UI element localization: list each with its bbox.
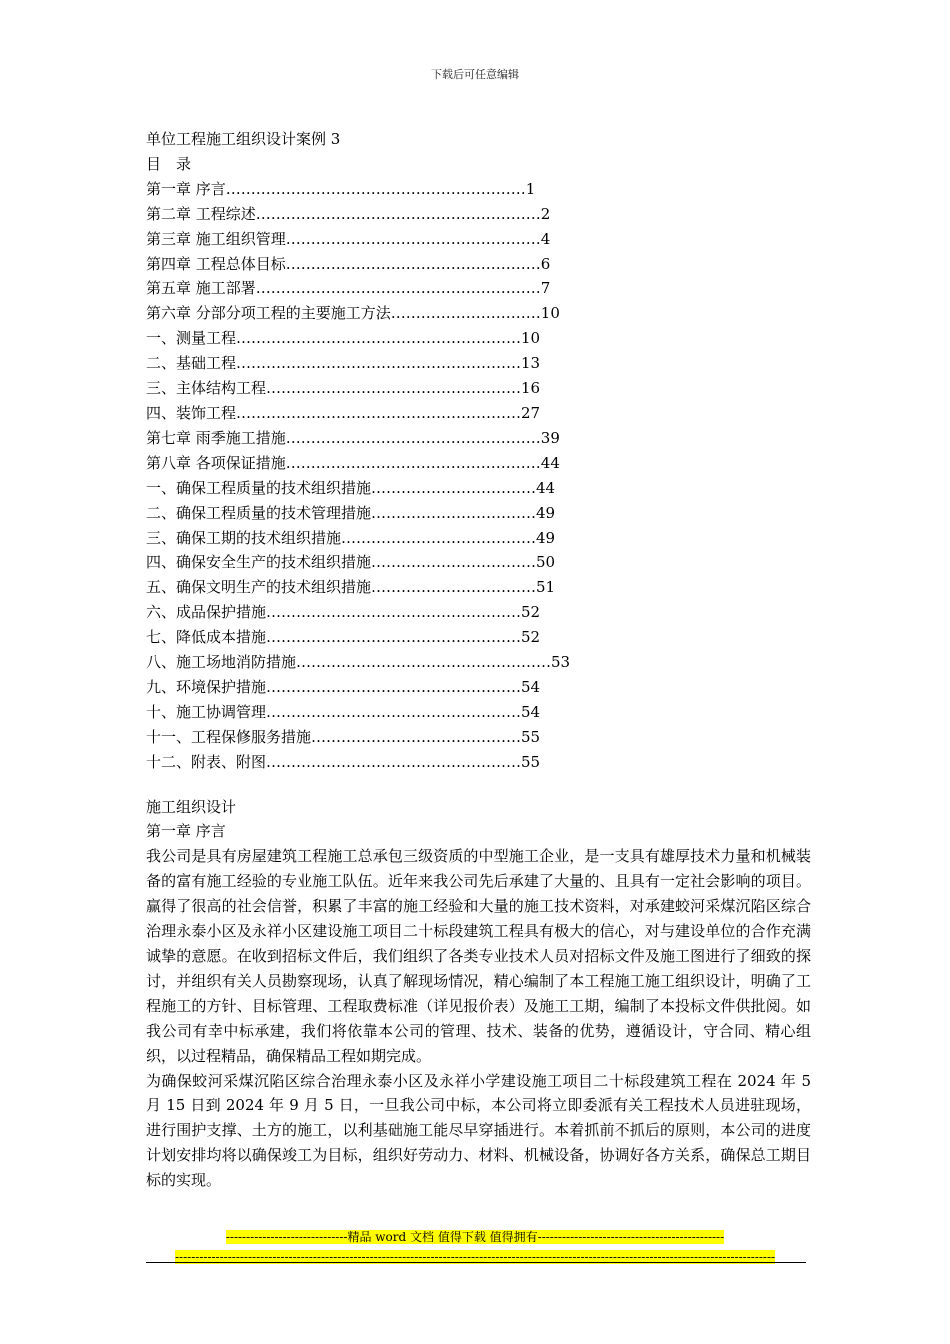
toc-entry bbox=[146, 401, 811, 426]
toc-entry-leader: …………………………… bbox=[371, 578, 537, 597]
toc-entry-page: 52 bbox=[521, 603, 541, 622]
toc-entry bbox=[146, 675, 811, 700]
toc-entry-label: 七、降低成本措施 bbox=[146, 628, 267, 647]
toc-entry-label: 第五章 施工部署 bbox=[146, 279, 256, 298]
toc-entry-page: 55 bbox=[521, 752, 541, 771]
toc-entry-leader: …………………………………………… bbox=[285, 453, 541, 472]
toc-entry-leader: …………………………………………… bbox=[266, 379, 522, 398]
paragraph-2: 为确保蛟河采煤沉陷区综合治理永泰小区及永祥小学建设施工项目二十标段建筑工程在 2024 年 5 月 15 日到 2024 年 9 月 5 日，一旦我公司中标，本公司将立即委派有关工程技术人员进驻现场，进行围护支撑、土方的施工，以利基础施工能尽早穿插进行。本着抓前不抓后的原则，本公司的进度计划安排均将以确保竣工为目标，组织好劳动力、材料、机械设备，协调好各方关系，确保总工期目标的实现。 bbox=[146, 1071, 811, 1190]
toc-entry-leader: ………………………………………………… bbox=[255, 279, 541, 298]
toc-entry-label: 十一、工程保修服务措施 bbox=[146, 727, 312, 746]
section-title: 施工组织设计 bbox=[146, 797, 237, 816]
toc-entry-label: 第二章 工程综述 bbox=[146, 204, 256, 223]
toc-entry bbox=[146, 202, 811, 227]
toc-entry-leader: …………………………………… bbox=[311, 727, 522, 746]
toc-entry-page: 44 bbox=[536, 478, 556, 497]
toc-entry-page: 50 bbox=[536, 553, 556, 572]
toc-entry-page: 7 bbox=[540, 279, 551, 298]
toc-entry-label: 第六章 分部分项工程的主要施工方法 bbox=[146, 304, 391, 323]
toc-entry-page: 54 bbox=[521, 702, 541, 721]
toc-entry-page: 13 bbox=[521, 354, 541, 373]
toc-entry-leader: …………………………………………………… bbox=[225, 179, 526, 198]
toc-entry-leader: …………………………………………… bbox=[285, 428, 541, 447]
toc-entry-page: 2 bbox=[540, 204, 551, 223]
toc-entry-label: 三、主体结构工程 bbox=[146, 379, 267, 398]
toc-entry bbox=[146, 650, 811, 675]
toc-entry-page: 53 bbox=[551, 653, 571, 672]
toc-entry bbox=[146, 227, 811, 252]
toc-entry-leader: …………………………………………… bbox=[266, 603, 522, 622]
toc-entry-label: 四、装饰工程 bbox=[146, 403, 237, 422]
toc-entry bbox=[146, 252, 811, 277]
toc-entry-leader: ………………………………………………… bbox=[236, 354, 522, 373]
toc-entry bbox=[146, 526, 811, 551]
toc-entry-page: 52 bbox=[521, 628, 541, 647]
toc-entry-page: 10 bbox=[521, 329, 541, 348]
toc-entry-leader: …………………………… bbox=[371, 503, 537, 522]
toc-entry-label: 二、确保工程质量的技术管理措施 bbox=[146, 503, 372, 522]
chapter-title: 第一章 序言 bbox=[146, 822, 226, 841]
toc-entry-page: 4 bbox=[540, 229, 551, 248]
toc-entry-label: 二、基础工程 bbox=[146, 354, 237, 373]
toc-entry bbox=[146, 276, 811, 301]
toc-entry-page: 49 bbox=[536, 503, 556, 522]
toc-entry-label: 九、环境保护措施 bbox=[146, 677, 267, 696]
toc-entry-label: 八、施工场地消防措施 bbox=[146, 653, 297, 672]
toc-entry-label: 三、确保工期的技术组织措施 bbox=[146, 528, 342, 547]
toc-entry-page: 10 bbox=[540, 304, 560, 323]
toc-entry-leader: …………………………………………… bbox=[266, 677, 522, 696]
toc-entry-page: 16 bbox=[521, 379, 541, 398]
toc-entry-label: 一、确保工程质量的技术组织措施 bbox=[146, 478, 372, 497]
toc-entry-page: 55 bbox=[521, 727, 541, 746]
toc-entry-label: 十、施工协调管理 bbox=[146, 702, 267, 721]
toc-entry-leader: ………………………………………………… bbox=[255, 204, 541, 223]
toc-entry-leader: ………………………………………………… bbox=[236, 403, 522, 422]
footer-rule bbox=[146, 1262, 806, 1263]
document-title: 单位工程施工组织设计案例 3 bbox=[146, 130, 341, 148]
toc-entry-page: 49 bbox=[536, 528, 556, 547]
toc-entry bbox=[146, 625, 811, 650]
toc-entry-leader: …………………………… bbox=[371, 553, 537, 572]
toc-entry-page: 51 bbox=[536, 578, 556, 597]
toc-entry bbox=[146, 301, 811, 326]
footer-banner bbox=[0, 1229, 950, 1269]
toc-entry-leader: …………………………… bbox=[371, 478, 537, 497]
toc-entry-page: 1 bbox=[525, 179, 536, 198]
toc-entry-leader: ………………………………………………… bbox=[236, 329, 522, 348]
toc-entry-leader: …………………………………………… bbox=[285, 229, 541, 248]
toc-entry bbox=[146, 351, 811, 376]
toc-entry-leader: ………………………………… bbox=[341, 528, 537, 547]
spacer bbox=[146, 775, 811, 795]
toc-entry-label: 十二、附表、附图 bbox=[146, 752, 267, 771]
toc-entry bbox=[146, 750, 811, 775]
toc-entry bbox=[146, 725, 811, 750]
footer-line-1: ------------------------------精品 word 文档 值得下载 值得拥有---------------------------------------------- bbox=[225, 1230, 725, 1244]
toc-entry bbox=[146, 501, 811, 526]
toc-entry bbox=[146, 575, 811, 600]
paragraph-1: 我公司是具有房屋建筑工程施工总承包三级资质的中型施工企业，是一支具有雄厚技术力量和机械装备的富有施工经验的专业施工队伍。近年来我公司先后承建了大量的、且具有一定社会影响的项目。赢得了很高的社会信誉，积累了丰富的施工经验和大量的施工技术资料，对承建蛟河采煤沉陷区综合治理永泰小区及永祥小区建设施工项目二十标段建筑工程具有极大的信心，对与建设单位的合作充满诚挚的意愿。在收到招标文件后，我们组织了各类专业技术人员对招标文件及施工图进行了细致的探讨，并组织有关人员勘察现场，认真了解现场情况，精心编制了本工程施工施工组织设计，明确了工程施工的方针、目标管理、工程取费标准（详见报价表）及施工工期，编制了本投标文件供批阅。如我公司有幸中标承建，我们将依靠本公司的管理、技术、装备的优势，遵循设计，守合同、精心组织，以过程精品，确保精品工程如期完成。 bbox=[146, 847, 811, 1065]
toc-entry-leader: …………………………………………… bbox=[266, 702, 522, 721]
toc-entry-label: 第一章 序言 bbox=[146, 179, 226, 198]
toc-heading: 目 录 bbox=[146, 154, 192, 173]
toc-entry-page: 54 bbox=[521, 677, 541, 696]
toc-entry bbox=[146, 177, 811, 202]
toc-entry bbox=[146, 600, 811, 625]
toc-entry-label: 第八章 各项保证措施 bbox=[146, 453, 286, 472]
toc-entry-page: 6 bbox=[540, 254, 551, 273]
toc-entry bbox=[146, 426, 811, 451]
header-note: 下载后可任意编辑 bbox=[431, 68, 519, 81]
toc-entry-leader: …………………………………………… bbox=[266, 628, 522, 647]
toc-entry bbox=[146, 376, 811, 401]
table-of-contents bbox=[146, 177, 811, 775]
document-body bbox=[146, 127, 811, 1193]
toc-entry-leader: …………………………………………… bbox=[266, 752, 522, 771]
toc-entry-page: 27 bbox=[521, 403, 541, 422]
toc-entry-label: 第三章 施工组织管理 bbox=[146, 229, 286, 248]
toc-entry-label: 四、确保安全生产的技术组织措施 bbox=[146, 553, 372, 572]
toc-entry-label: 一、测量工程 bbox=[146, 329, 237, 348]
toc-entry-leader: …………………………………………… bbox=[296, 653, 552, 672]
toc-entry-page: 39 bbox=[540, 428, 560, 447]
toc-entry-page: 44 bbox=[540, 453, 560, 472]
toc-entry bbox=[146, 451, 811, 476]
toc-entry bbox=[146, 326, 811, 351]
toc-entry-label: 第四章 工程总体目标 bbox=[146, 254, 286, 273]
toc-entry-leader: …………………………………………… bbox=[285, 254, 541, 273]
toc-entry-label: 五、确保文明生产的技术组织措施 bbox=[146, 578, 372, 597]
toc-entry-leader: ………………………… bbox=[390, 304, 541, 323]
footer-line-2: ---------------------------------------------------------------------------------------------------------------------------------------------------- bbox=[175, 1250, 775, 1264]
toc-entry-label: 第七章 雨季施工措施 bbox=[146, 428, 286, 447]
toc-entry-label: 六、成品保护措施 bbox=[146, 603, 267, 622]
toc-entry bbox=[146, 700, 811, 725]
toc-entry bbox=[146, 476, 811, 501]
toc-entry bbox=[146, 550, 811, 575]
